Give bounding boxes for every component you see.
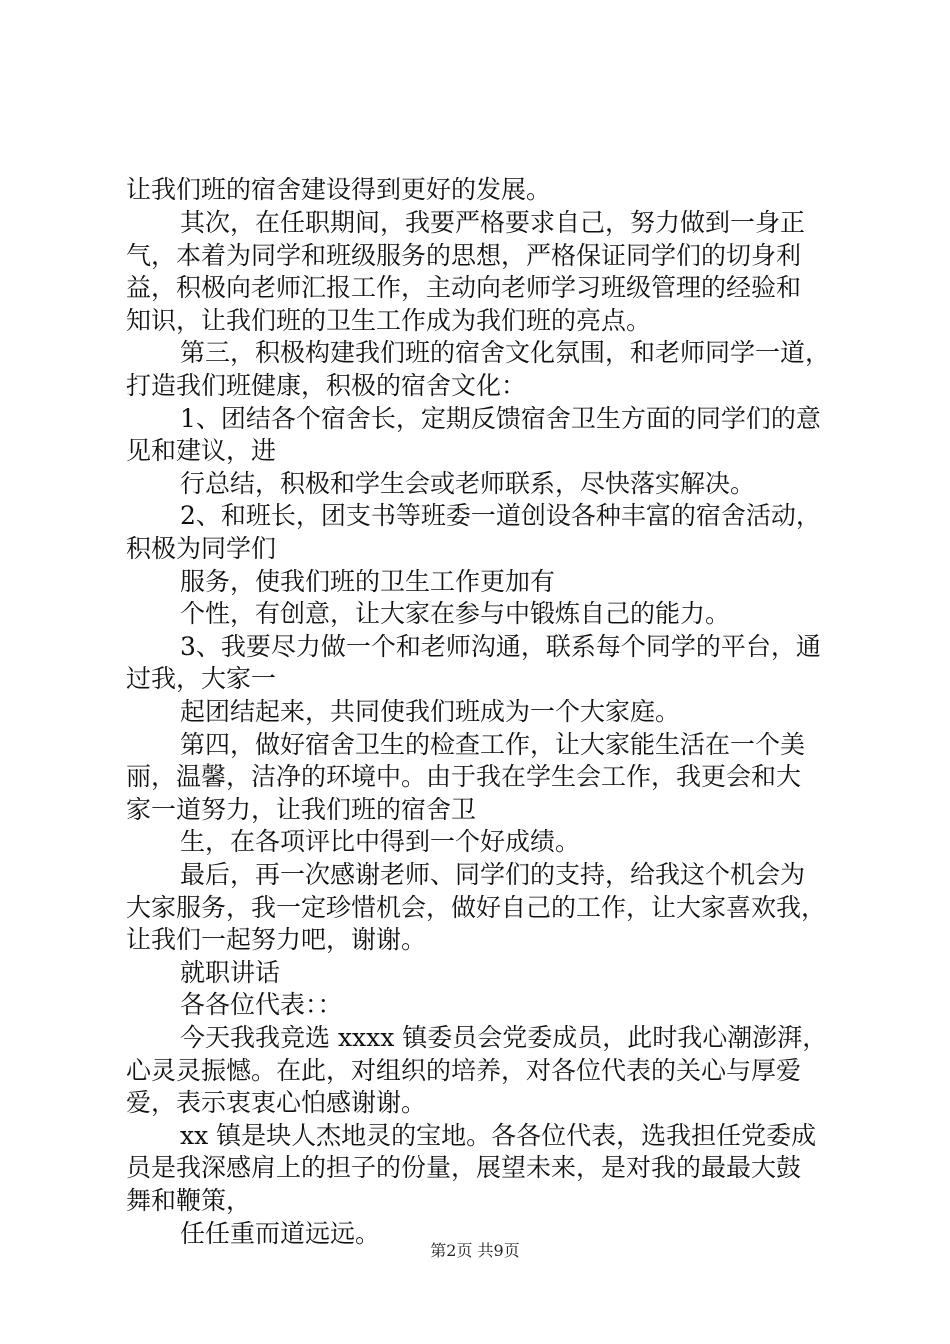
- text-line: 员是我深感肩上的担子的份量，展望未来，是对我的最最大鼓: [126, 1153, 802, 1182]
- text-line: 生，在各项评比中得到一个好成绩。: [180, 827, 581, 856]
- text-line: 2、和班长，团支书等班委一道创设各种丰富的宿舍活动，: [180, 501, 821, 530]
- text-line: 知识，让我们班的卫生工作成为我们班的亮点。: [126, 306, 652, 335]
- text-line: 个性，有创意，让大家在参与中锻炼自己的能力。: [180, 599, 731, 628]
- text-line: 爱，表示衷衷心怕感谢谢。: [126, 1088, 427, 1117]
- text-line: 益，积极向老师汇报工作，主动向老师学习班级管理的经验和: [126, 273, 802, 302]
- text-line: 3、我要尽力做一个和老师沟通，联系每个同学的平台，通: [180, 632, 821, 661]
- text-line: 任任重而道远远。: [180, 1219, 381, 1248]
- text-line: 各各位代表：：: [180, 990, 343, 1019]
- text-line: 让我们一起努力吧，谢谢。: [126, 925, 427, 954]
- text-line: 心灵灵振憾。在此，对组织的培养，对各位代表的关心与厚爱: [126, 1056, 802, 1085]
- text-line: 服务，使我们班的卫生工作更加有: [180, 567, 556, 596]
- text-line: 过我，大家一: [126, 664, 277, 693]
- text-line: 舞和鞭策，: [126, 1186, 252, 1215]
- text-line: 让我们班的宿舍建设得到更好的发展。: [126, 175, 552, 204]
- text-line: 起团结起来，共同使我们班成为一个大家庭。: [180, 697, 681, 726]
- text-line: 丽，温馨，洁净的环境中。由于我在学生会工作，我更会和大: [126, 762, 802, 791]
- text-line: 大家服务，我一定珍惜机会，做好自己的工作，让大家喜欢我，: [126, 893, 827, 922]
- text-line: 第三，积极构建我们班的宿舍文化氛围，和老师同学一道，: [180, 338, 831, 367]
- text-line: 见和建议，进: [126, 436, 277, 465]
- text-line: 气，本着为同学和班级服务的思想，严格保证同学们的切身利: [126, 241, 802, 270]
- text-line: 家一道努力，让我们班的宿舍卫: [126, 795, 477, 824]
- text-line: 第四，做好宿舍卫生的检查工作，让大家能生活在一个美: [180, 730, 806, 759]
- text-line: 行总结，积极和学生会或老师联系，尽快落实解决。: [180, 469, 756, 498]
- text-line: 其次，在任职期间，我要严格要求自己，努力做到一身正: [180, 208, 806, 237]
- text-line: 最后，再一次感谢老师、同学们的支持，给我这个机会为: [180, 860, 806, 889]
- text-line: 打造我们班健康，积极的宿舍文化：: [126, 371, 527, 400]
- text-line: xx 镇是块人杰地灵的宝地。各各位代表，选我担任党委成: [180, 1121, 817, 1150]
- text-line: 就职讲话: [180, 958, 281, 987]
- text-line: 今天我我竞选 xxxx 镇委员会党委成员，此时我心潮澎湃，: [180, 1023, 828, 1052]
- page-number-footer: 第2页 共9页: [430, 1241, 520, 1260]
- text-line: 积极为同学们: [126, 534, 277, 563]
- text-line: 1、团结各个宿舍长，定期反馈宿舍卫生方面的同学们的意: [180, 404, 821, 433]
